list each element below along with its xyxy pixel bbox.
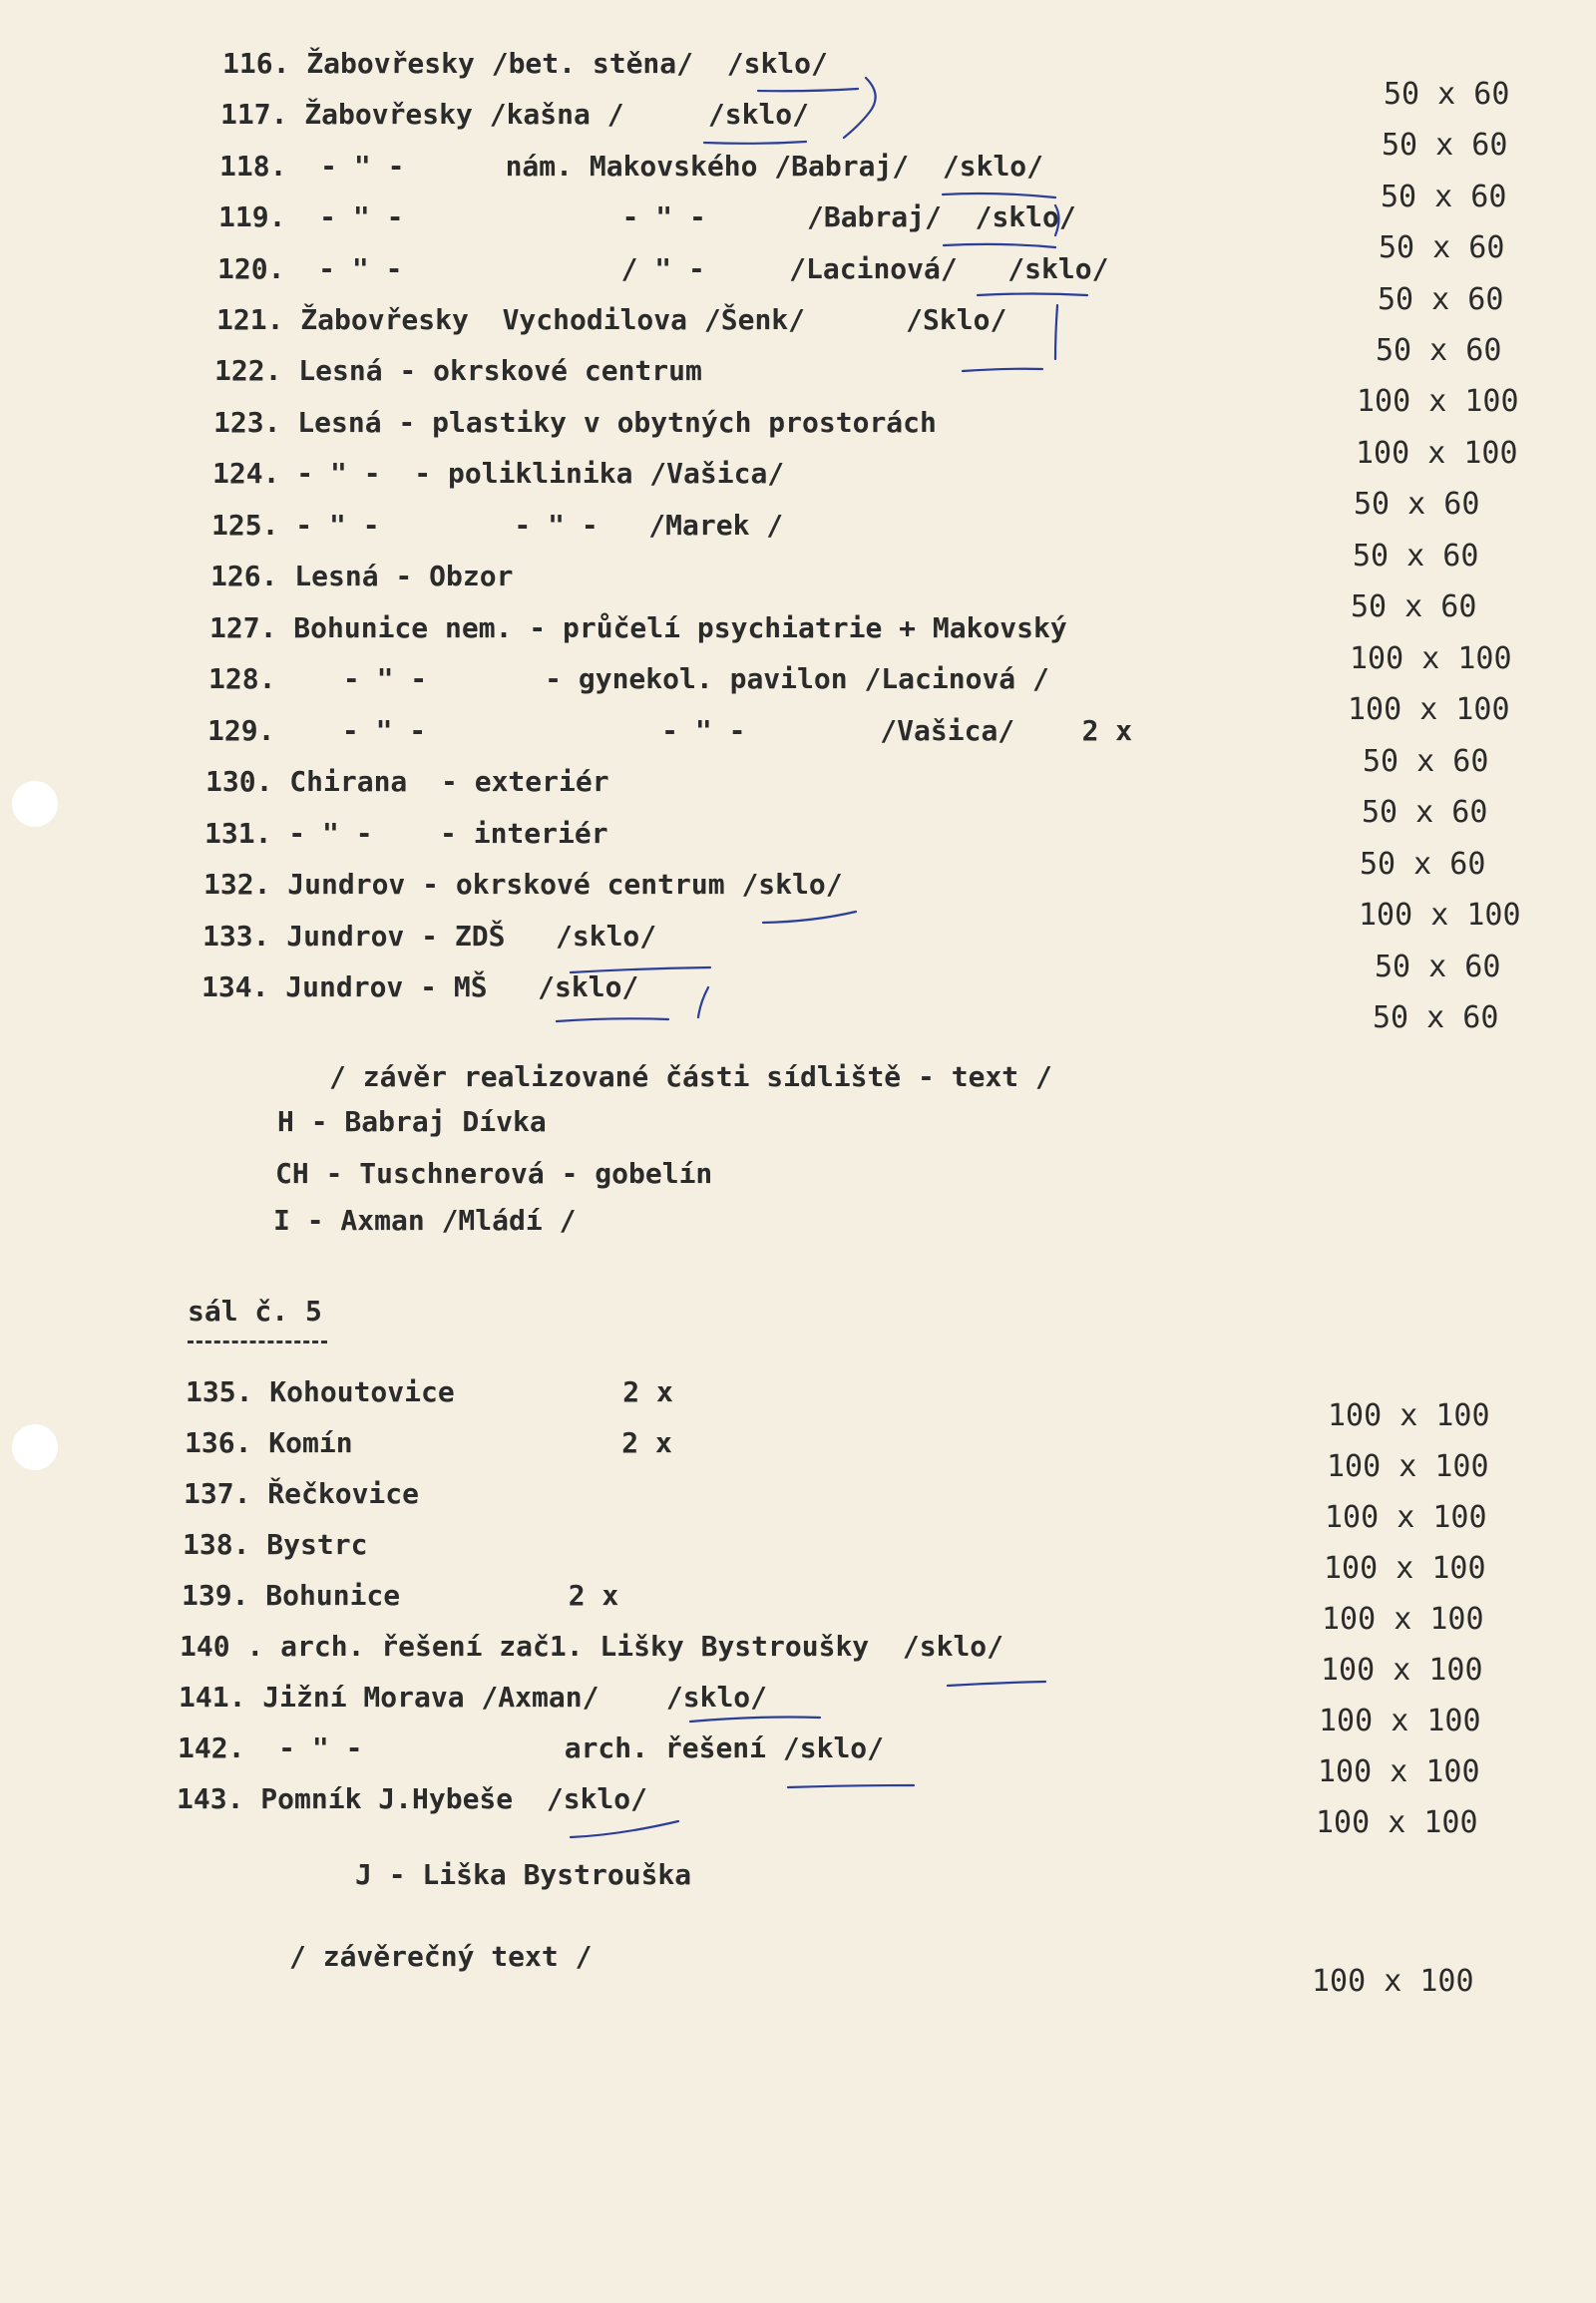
size-value: 50 x 60 (1381, 180, 1507, 214)
list-item-text: 135. Kohoutovice 2 x (186, 1375, 673, 1408)
size-value: 100 x 100 (1328, 1398, 1490, 1433)
list-item-text: 125. - " - - " - /Marek / (211, 509, 784, 542)
size-value: 50 x 60 (1375, 950, 1501, 984)
size-value: 100 x 100 (1318, 1754, 1480, 1789)
size-value: 100 x 100 (1316, 1805, 1478, 1840)
size-value: 100 x 100 (1357, 384, 1519, 419)
punch-hole-bottom (12, 1424, 58, 1470)
list-item-text: 119. - " - - " - /Babraj/ /sklo/ (218, 200, 1076, 233)
note-text: H - Babraj Dívka (277, 1105, 547, 1138)
list-item-text: 124. - " - - poliklinika /Vašica/ (212, 457, 785, 490)
list-item-text: 141. Jižní Morava /Axman/ /sklo/ (179, 1681, 768, 1714)
ink-underline (690, 1718, 820, 1723)
list-item-text: 142. - " - arch. řešení /sklo/ (178, 1731, 885, 1764)
size-value: 100 x 100 (1348, 692, 1510, 727)
list-item-text: 131. - " - - interiér (204, 817, 608, 850)
list-item-text: 127. Bohunice nem. - průčelí psychiatrie + Makovský (209, 611, 1067, 644)
size-value: 100 x 100 (1325, 1500, 1487, 1535)
list-item-text: 122. Lesná - okrskové centrum (214, 354, 702, 387)
list-item-text: 117. Žabovřesky /kašna / /sklo/ (220, 98, 810, 131)
size-value: 50 x 60 (1360, 847, 1486, 882)
list-item-text: 130. Chirana - exteriér (205, 765, 609, 798)
list-item-text: 116. Žabovřesky /bet. stěna/ /sklo/ (222, 47, 828, 80)
size-value: 50 x 60 (1376, 333, 1502, 368)
ink-underline (978, 294, 1087, 296)
ink-underline (944, 244, 1055, 247)
list-item-text: 137. Řečkovice (184, 1477, 420, 1510)
size-value: 50 x 60 (1373, 1000, 1499, 1035)
section-title: sál č. 5 (188, 1295, 322, 1328)
ink-underline (758, 89, 858, 91)
list-item-text: 123. Lesná - plastiky v obytných prostorách (213, 406, 937, 439)
size-value: 50 x 60 (1384, 77, 1510, 112)
size-value: 50 x 60 (1378, 282, 1504, 317)
list-item-text: 128. - " - - gynekol. pavilon /Lacinová / (208, 662, 1049, 695)
ink-underline (788, 1785, 914, 1787)
punch-hole-top (12, 781, 58, 827)
note-text: / závěr realizované části sídliště - text / (329, 1060, 1052, 1093)
list-item-text: 132. Jundrov - okrskové centrum /sklo/ (203, 868, 843, 901)
size-value: 100 x 100 (1321, 1653, 1483, 1688)
list-item-text: 139. Bohunice 2 x (182, 1579, 619, 1612)
ink-underline (948, 1682, 1045, 1686)
note-text: J - Liška Bystrouška (355, 1858, 692, 1891)
ink-bracket (1055, 305, 1057, 359)
list-item-text: 133. Jundrov - ZDŠ /sklo/ (202, 920, 657, 953)
list-item-text: 126. Lesná - Obzor (210, 560, 514, 592)
size-value: 100 x 100 (1319, 1704, 1481, 1738)
size-value: 100 x 100 (1350, 641, 1512, 676)
ink-underline (943, 193, 1055, 197)
list-item-text: 136. Komín 2 x (185, 1426, 672, 1459)
ink-bracket (844, 78, 876, 138)
ink-underline (557, 1018, 668, 1021)
note-text: I - Axman /Mládí / (273, 1204, 577, 1237)
size-value: 50 x 60 (1353, 539, 1479, 574)
size-value: 50 x 60 (1362, 795, 1488, 830)
note-text: CH - Tuschnerová - gobelín (275, 1157, 713, 1190)
ink-underline (763, 912, 856, 923)
ink-underline (963, 369, 1042, 371)
list-item-text: 118. - " - nám. Makovského /Babraj/ /sklo/ (219, 150, 1044, 183)
section-title-rule (188, 1341, 327, 1343)
list-item-text: 140 . arch. řešení zač1. Lišky Bystroušky /sklo/ (180, 1630, 1004, 1663)
size-value: 50 x 60 (1363, 744, 1489, 779)
size-value: 100 x 100 (1327, 1449, 1489, 1484)
ink-underline (571, 1821, 678, 1837)
ink-tick (698, 987, 708, 1017)
list-item-text: 121. Žabovřesky Vychodilova /Šenk/ /Sklo/ (216, 303, 1007, 336)
list-item-text: 120. - " - / " - /Lacinová/ /sklo/ (217, 252, 1109, 285)
list-item-text: 138. Bystrc (183, 1528, 368, 1561)
ink-underline (704, 142, 806, 144)
list-item-text: 134. Jundrov - MŠ /sklo/ (201, 970, 639, 1003)
final-text: / závěrečný text / (289, 1940, 593, 1973)
size-value: 100 x 100 (1324, 1551, 1486, 1586)
size-value: 100 x 100 (1322, 1602, 1484, 1637)
size-value: 50 x 60 (1351, 589, 1477, 624)
list-item-text: 143. Pomník J.Hybeše /sklo/ (177, 1782, 648, 1815)
list-item-text: 129. - " - - " - /Vašica/ 2 x (207, 714, 1133, 747)
size-value: 50 x 60 (1379, 230, 1505, 265)
size-value: 50 x 60 (1382, 128, 1508, 163)
size-value: 50 x 60 (1354, 487, 1480, 522)
size-value: 100 x 100 (1356, 436, 1518, 471)
size-value: 100 x 100 (1359, 898, 1521, 933)
size-value: 100 x 100 (1312, 1964, 1474, 1999)
